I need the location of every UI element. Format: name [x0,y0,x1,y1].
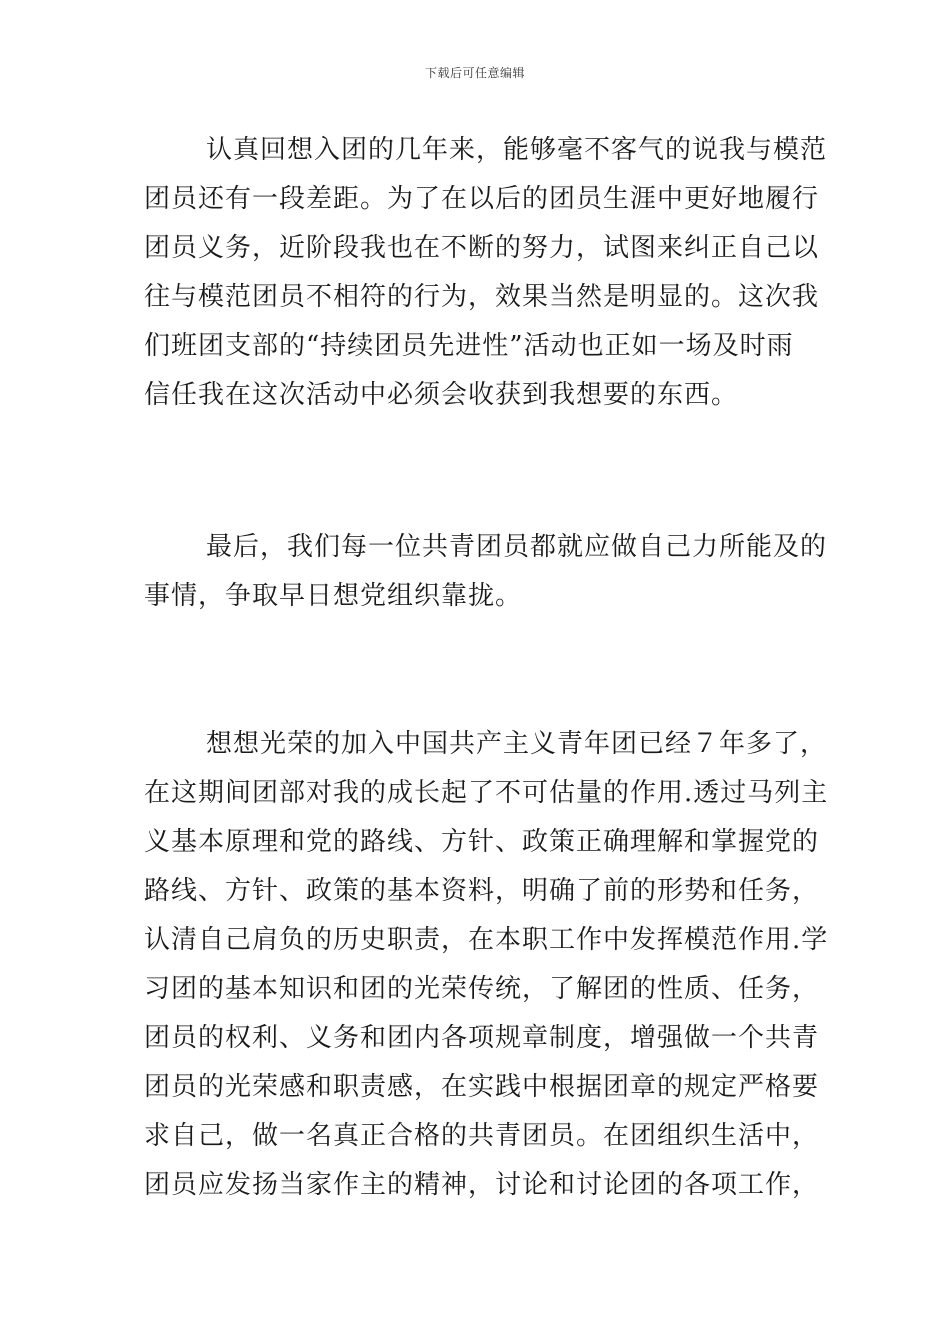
page-header-note: 下载后可任意编辑 [424,66,525,80]
paragraph-line: 往与模范团员不相符的行为，效果当然是明显的。这次我 [144,282,820,312]
paragraph-line: 团员应发扬当家作主的精神，讨论和讨论团的各项工作， [144,1170,820,1200]
paragraph-line: 事情，争取早日想党组织靠拢。 [144,581,523,611]
paragraph-line: 认清自己肩负的历史职责，在本职工作中发挥模范作用.学 [144,925,829,955]
paragraph-1 [144,126,828,420]
paragraph-line: 团员义务，近阶段我也在不断的努力，试图来纠正自己以 [144,233,820,263]
paragraph-line: 们班团支部的“持续团员先进性”活动也正如一场及时雨 [144,331,794,361]
paragraph-line: 团员的光荣感和职责感，在实践中根据团章的规定严格要 [144,1072,820,1102]
paragraph-line: 团员的权利、义务和团内各项规章制度，增强做一个共青 [144,1023,820,1053]
paragraph-line: 求自己，做一名真正合格的共青团员。在团组织生活中， [144,1121,820,1151]
paragraph-line: 信任我在这次活动中必须会收获到我想要的东西。 [144,380,739,410]
paragraph-3 [144,720,829,1210]
paragraph-line: 义基本原理和党的路线、方针、政策正确理解和掌握党的 [144,827,820,857]
paragraph-line: 最后，我们每一位共青团员都就应做自己力所能及的 [206,532,828,562]
paragraph-line: 认真回想入团的几年来，能够毫不客气的说我与模范 [206,135,828,165]
paragraph-line: 路线、方针、政策的基本资料，明确了前的形势和任务， [144,876,820,906]
paragraph-line: 在这期间团部对我的成长起了不可估量的作用.透过马列主 [144,778,829,808]
paragraph-line: 想想光荣的加入中国共产主义青年团已经７年多了， [206,729,828,759]
paragraph-2 [144,523,828,621]
paragraph-line: 团员还有一段差距。为了在以后的团员生涯中更好地履行 [144,184,820,214]
paragraph-line: 习团的基本知识和团的光荣传统，了解团的性质、任务， [144,974,820,1004]
